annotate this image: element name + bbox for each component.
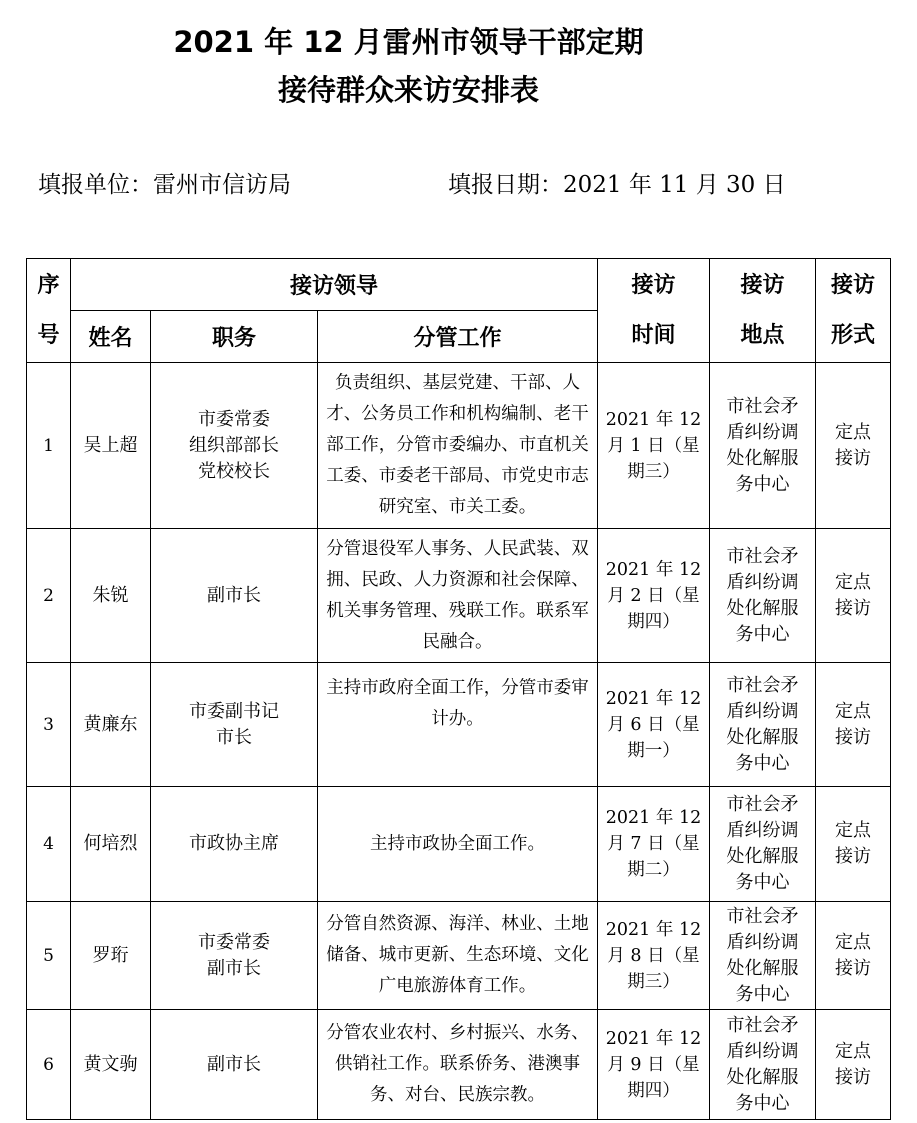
row-place: 市社会矛盾纠纷调处化解服务中心 — [710, 787, 816, 902]
row-position: 市委副书记 市长 — [151, 663, 318, 787]
row-time: 2021 年 12 月 8 日（星期三） — [598, 902, 710, 1010]
row-name: 黄廉东 — [71, 663, 151, 787]
header-time: 接访时间 — [598, 259, 710, 363]
reporting-date: 填报日期：2021 年 11 月 30 日 — [448, 172, 786, 198]
schedule-table — [26, 258, 891, 1120]
header-place: 接访地点 — [710, 259, 816, 363]
row-position: 副市长 — [151, 529, 318, 663]
row-place: 市社会矛盾纠纷调处化解服务中心 — [710, 529, 816, 663]
row-seq: 4 — [27, 787, 71, 902]
row-time: 2021 年 12 月 6 日（星期一） — [598, 663, 710, 787]
row-name: 吴上超 — [71, 363, 151, 529]
row-seq: 2 — [27, 529, 71, 663]
row-place: 市社会矛盾纠纷调处化解服务中心 — [710, 902, 816, 1010]
table-row — [27, 902, 891, 1010]
row-form: 定点接访 — [816, 529, 891, 663]
table-row — [27, 1010, 891, 1120]
row-time: 2021 年 12 月 9 日（星期四） — [598, 1010, 710, 1120]
row-form: 定点接访 — [816, 363, 891, 529]
table-row — [27, 363, 891, 529]
row-place: 市社会矛盾纠纷调处化解服务中心 — [710, 363, 816, 529]
row-position: 市委常委 副市长 — [151, 902, 318, 1010]
row-name: 罗珩 — [71, 902, 151, 1010]
row-position: 副市长 — [151, 1010, 318, 1120]
row-position: 市政协主席 — [151, 787, 318, 902]
row-time: 2021 年 12 月 2 日（星期四） — [598, 529, 710, 663]
header-leader-group: 接访领导 — [71, 259, 598, 311]
row-seq: 5 — [27, 902, 71, 1010]
header-seq: 序号 — [27, 259, 71, 363]
row-seq: 3 — [27, 663, 71, 787]
row-form: 定点接访 — [816, 663, 891, 787]
header-position: 职务 — [151, 311, 318, 363]
row-place: 市社会矛盾纠纷调处化解服务中心 — [710, 1010, 816, 1120]
table-row — [27, 663, 891, 787]
reporting-unit: 填报单位：雷州市信访局 — [38, 172, 291, 198]
table-row — [27, 529, 891, 663]
document-title-line-1: 2021 年 12 月雷州市领导干部定期 — [173, 25, 644, 59]
header-form: 接访形式 — [816, 259, 891, 363]
header-duties: 分管工作 — [318, 311, 598, 363]
row-time: 2021 年 12 月 7 日（星期二） — [598, 787, 710, 902]
row-time: 2021 年 12 月 1 日（星期三） — [598, 363, 710, 529]
row-form: 定点接访 — [816, 902, 891, 1010]
row-duties: 负责组织、基层党建、干部、人才、公务员工作和机构编制、老干部工作，分管市委编办、市直机关工委、市委老干部局、市党史市志研究室、市关工委。 — [318, 363, 598, 529]
row-form: 定点接访 — [816, 787, 891, 902]
row-seq: 6 — [27, 1010, 71, 1120]
row-duties: 分管退役军人事务、人民武装、双拥、民政、人力资源和社会保障、机关事务管理、残联工作。联系军民融合。 — [318, 529, 598, 663]
row-duties: 分管农业农村、乡村振兴、水务、供销社工作。联系侨务、港澳事务、对台、民族宗教。 — [318, 1010, 598, 1120]
document-title-line-2: 接待群众来访安排表 — [277, 73, 539, 107]
row-place: 市社会矛盾纠纷调处化解服务中心 — [710, 663, 816, 787]
row-duties: 主持市政府全面工作，分管市委审计办。 — [318, 663, 598, 787]
row-name: 黄文驹 — [71, 1010, 151, 1120]
row-seq: 1 — [27, 363, 71, 529]
row-form: 定点接访 — [816, 1010, 891, 1120]
row-name: 朱锐 — [71, 529, 151, 663]
header-name: 姓名 — [71, 311, 151, 363]
row-name: 何培烈 — [71, 787, 151, 902]
table-row — [27, 787, 891, 902]
row-duties: 分管自然资源、海洋、林业、土地储备、城市更新、生态环境、文化广电旅游体育工作。 — [318, 902, 598, 1010]
row-position: 市委常委 组织部部长 党校校长 — [151, 363, 318, 529]
row-duties: 主持市政协全面工作。 — [318, 787, 598, 902]
